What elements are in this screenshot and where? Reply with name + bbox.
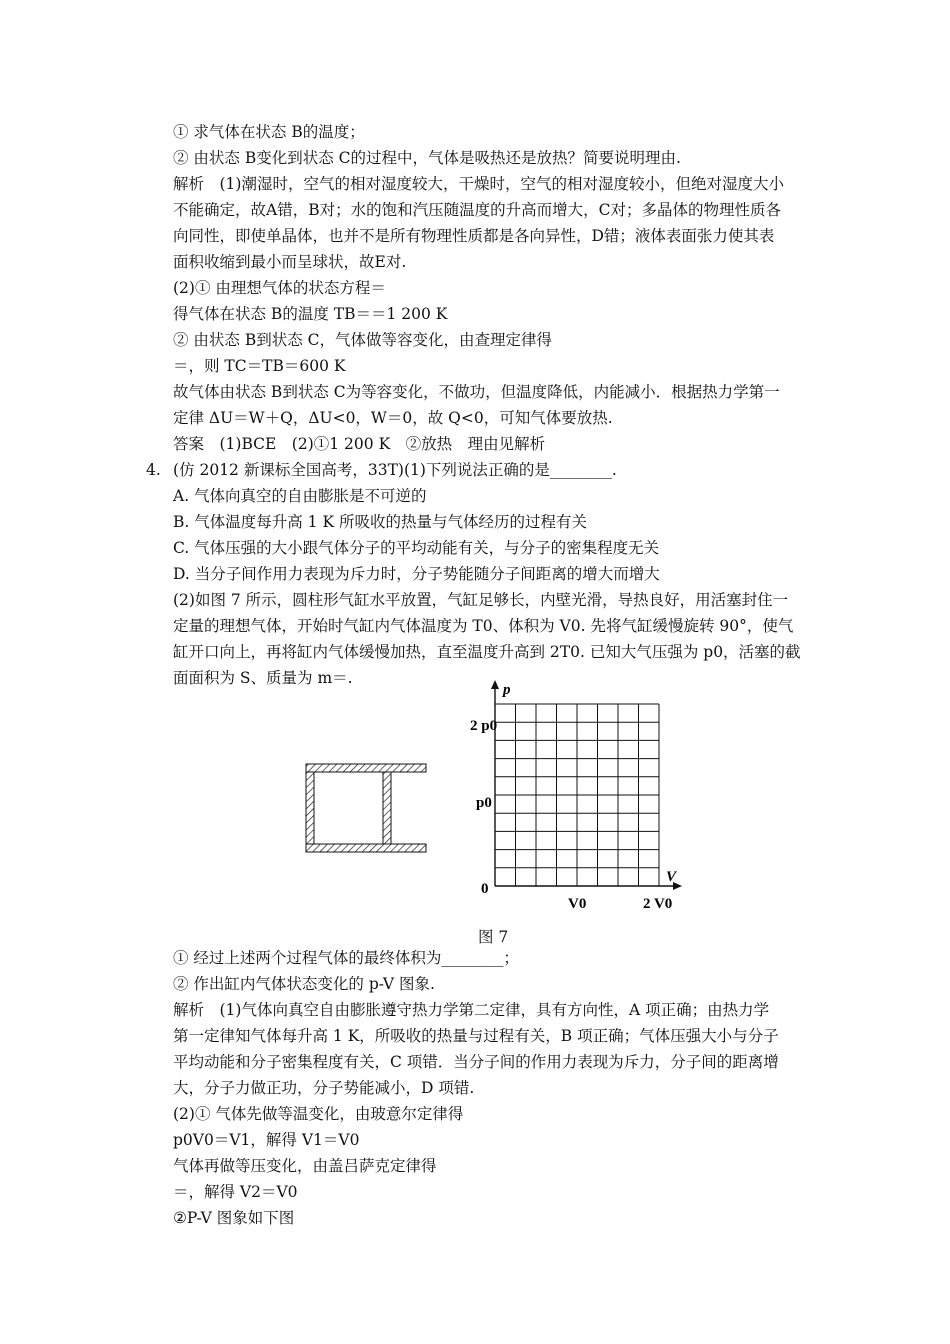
option-d: D. 当分子间作用力表现为斥力时，分子势能随分子间距离的增大而增大 xyxy=(173,565,660,583)
piston xyxy=(383,772,391,844)
option-b: B. 气体温度每升高 1 K 所吸收的热量与气体经历的过程有关 xyxy=(173,513,587,531)
text-line: 面积收缩到最小而呈球状，故E对. xyxy=(173,253,407,271)
text-line: ① 经过上述两个过程气体的最终体积为________； xyxy=(173,949,519,967)
cylinder-end-wall xyxy=(306,772,314,844)
question-number: 4. xyxy=(146,461,161,479)
y-axis-arrow xyxy=(491,680,499,689)
text-line: ②P-V 图象如下图 xyxy=(173,1209,295,1227)
text-line: (2)① 由理想气体的状态方程＝ xyxy=(173,279,386,297)
text-line: 平均动能和分子密集程度有关，C 项错．当分子间的作用力表现为斥力，分子间的距离增 xyxy=(173,1053,779,1071)
text-line: (2)如图 7 所示，圆柱形气缸水平放置，气缸足够长，内壁光滑，导热良好，用活塞封住一 xyxy=(173,591,789,609)
text-line: ② 作出缸内气体状态变化的 p-V 图象. xyxy=(173,975,435,993)
cylinder-bottom-wall xyxy=(306,844,426,852)
text-line: ② 由状态 B变化到状态 C的过程中，气体是吸热还是放热？简要说明理由. xyxy=(173,149,681,167)
text-line: (仿 2012 新课标全国高考，33T)(1)下列说法正确的是________. xyxy=(173,461,617,479)
text-line: 定律 ΔU＝W＋Q，ΔU<0，W＝0，故 Q<0，可知气体要放热. xyxy=(173,409,613,427)
text-line: 解析 (1)潮湿时，空气的相对湿度较大，干燥时，空气的相对湿度较小，但绝对湿度大小 xyxy=(173,175,784,193)
text-line: ＝，则 TC＝TB＝600 K xyxy=(173,357,346,375)
text-line: 缸开口向上，再将缸内气体缓慢加热，直至温度升高到 2T0. 已知大气压强为 p0，活塞的截 xyxy=(173,643,801,661)
text-line: 故气体由状态 B到状态 C为等容变化，不做功，但温度降低，内能减小．根据热力学第一 xyxy=(173,383,780,401)
cylinder-figure xyxy=(300,758,430,858)
origin-label: 0 xyxy=(481,881,489,897)
y-axis-label: p xyxy=(503,682,511,698)
y-tick-label: p0 xyxy=(476,795,492,811)
text-line: ② 由状态 B到状态 C，气体做等容变化，由查理定律得 xyxy=(173,331,553,349)
text-line: 大，分子力做正功，分子势能减小，D 项错. xyxy=(173,1079,475,1097)
text-line: 第一定律知气体每升高 1 K，所吸收的热量与过程有关，B 项正确；气体压强大小与分子 xyxy=(173,1027,779,1045)
option-a: A. 气体向真空的自由膨胀是不可逆的 xyxy=(173,487,427,505)
x-axis-label: V xyxy=(666,869,677,885)
text-line: ① 求气体在状态 B的温度； xyxy=(173,123,365,141)
text-line: ＝，解得 V2＝V0 xyxy=(173,1183,298,1201)
option-c: C. 气体压强的大小跟气体分子的平均动能有关，与分子的密集程度无关 xyxy=(173,539,660,557)
graph-grid xyxy=(495,704,659,886)
x-tick-label: V0 xyxy=(568,896,587,910)
y-tick-label: 2 p0 xyxy=(470,718,498,734)
text-line: 定量的理想气体，开始时气缸内气体温度为 T0、体积为 V0. 先将气缸缓慢旋转 90°，使气 xyxy=(173,617,794,635)
text-line: 气体再做等压变化，由盖吕萨克定律得 xyxy=(173,1157,437,1175)
text-line: 得气体在状态 B的温度 TB＝＝1 200 K xyxy=(173,305,448,323)
p-v-graph xyxy=(470,678,690,910)
text-line: 向同性，即使单晶体，也并不是所有物理性质都是各向异性，D错；液体表面张力使其表 xyxy=(173,227,775,245)
text-line: 解析 (1)气体向真空自由膨胀遵守热力学第二定律，具有方向性，A 项正确；由热力学 xyxy=(173,1001,770,1019)
text-line: 面面积为 S、质量为 m＝. xyxy=(173,669,353,687)
x-tick-label: 2 V0 xyxy=(643,896,673,910)
text-line: (2)① 气体先做等温变化，由玻意尔定律得 xyxy=(173,1105,464,1123)
answer-line: 答案 (1)BCE (2)①1 200 K ②放热 理由见解析 xyxy=(173,435,546,453)
text-line: 不能确定，故A错，B对；水的饱和汽压随温度的升高而增大，C对；多晶体的物理性质各 xyxy=(173,201,781,219)
text-line: p0V0＝V1，解得 V1＝V0 xyxy=(173,1131,360,1149)
cylinder-top-wall xyxy=(306,764,426,772)
figure-caption: 图 7 xyxy=(478,928,509,946)
